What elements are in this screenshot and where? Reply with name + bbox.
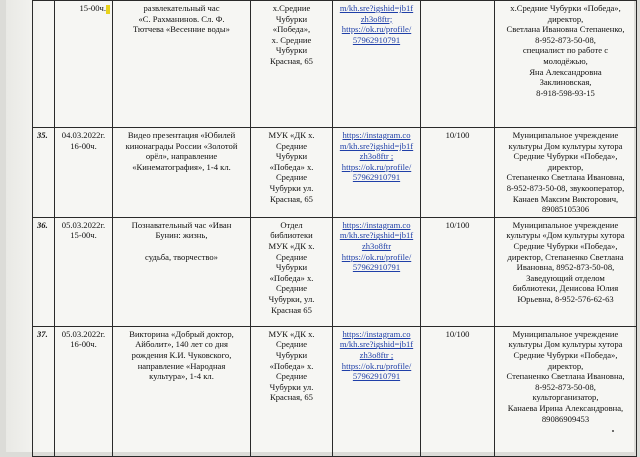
contact-line: культорганизатор, [532,392,599,403]
contact-line: Степаненко Светлана Ивановна, [506,172,625,183]
coverage-value: 10/100 [445,328,470,339]
event-place-cell [251,128,333,218]
place-line: библиотеки [270,230,313,241]
contact-line: Степаненко Светлана Ивановна, [506,371,625,382]
row-number: 36. [37,219,48,230]
responsible-contact-cell [495,326,637,456]
event-place-cell [251,326,333,456]
event-date: 04.03.2022г. [61,130,106,140]
speck [612,430,614,432]
place-line: Красная, 65 [270,193,313,204]
table-row [33,1,637,128]
place-line: МУК «ДК х. [268,130,315,140]
place-line: Красная 65 [271,304,312,315]
contact-line: директор, [547,13,584,24]
event-links-cell[interactable] [333,326,421,456]
contact-line: специалист по работе с [522,45,609,56]
event-line: Айболит», 140 лет со дня [135,339,228,350]
contact-line: Канаева Ирина Александровна, [507,402,624,413]
contact-line: Муниципальное учреждение [512,130,619,140]
event-line: направление «Народная [137,360,226,371]
links-line[interactable]: m/kh.sre?igshid=jb1f [339,230,414,241]
event-line: развлекательный час [143,3,220,13]
contact-line: 8-952-873-50-08, [535,34,596,45]
row-number: 37. [37,328,48,339]
place-line: «Победа» х. [269,161,314,172]
place-line: Чубурки [275,349,308,360]
date-time-cell [55,326,113,456]
contact-line: директор, Степаненко Светлана [507,251,624,262]
place-line: Средние [275,339,308,350]
contact-line: Средние Чубурки «Победа», [513,349,618,360]
links-line[interactable]: m/kh.sre?igshid=jb1f [339,3,414,13]
event-line: кинонаграды России «Золотой [125,140,238,151]
links-line[interactable]: https://instagram.co [342,130,411,140]
coverage-cell [421,217,495,326]
links-line[interactable]: 57962910791 [352,172,401,183]
place-line: «Победа» х. [269,360,314,371]
contact-line: х.Средние Чубурки «Победа», [510,3,621,13]
row-number: 35. [37,130,48,140]
event-line: Бунин: жизнь, [155,230,208,241]
contact-line: молодёжью, [543,55,588,66]
contact-line: директор, [547,161,584,172]
row-number-cell [33,326,55,456]
event-place-cell [251,217,333,326]
table-row [33,326,637,456]
contact-line: культуры Дом культуры хутора [508,140,623,151]
place-line: Средние [275,172,308,183]
event-place-cell [251,1,333,128]
place-line: Средние [275,140,308,151]
place-line: Отдел [280,219,303,230]
event-line: Викторина «Добрый доктор, [129,328,234,339]
table-row [33,128,637,218]
coverage-value: 10/100 [445,219,470,230]
coverage-cell [421,326,495,456]
row-number-cell [33,1,55,128]
coverage-value: 10/100 [445,130,470,140]
links-line[interactable]: 57962910791 [352,371,401,382]
event-time: 15-00ч. [70,230,97,241]
contact-line: Ивановна, 8952-873-50-08, [516,262,615,273]
event-time: 16-00ч. [70,140,97,151]
event-line: культура», 1-4 кл. [149,371,214,382]
links-line[interactable]: zh3o8ftr ; [359,151,394,162]
responsible-contact-cell [495,217,637,326]
contact-line: Муниципальное учреждение [512,219,619,230]
contact-line: 8-952-873-50-08, [535,381,596,392]
event-links-cell[interactable] [333,128,421,218]
event-date: 05.03.2022г. [61,219,106,230]
event-links-cell[interactable] [333,217,421,326]
place-line: х. Средние [271,34,312,45]
place-line: Красная, 65 [270,55,313,66]
place-line: х.Средние [272,3,311,13]
contact-line: 89086909453 [541,413,590,424]
place-line: Чубурки [275,45,308,56]
contact-line: Светлана Ивановна Степаненко, [506,24,625,35]
place-line: Средние [275,283,308,294]
date-time-cell [55,128,113,218]
contact-line: директор, [547,360,584,371]
event-line: судьба, творчество» [145,251,218,262]
contact-line: Заклиновская, [539,77,592,88]
links-line[interactable]: https://ok.ru/profile/ [341,24,412,35]
place-line: Средние [275,251,308,262]
coverage-cell [421,1,495,128]
event-links-cell[interactable] [333,1,421,128]
contact-line: Яна Александровна [529,66,602,77]
contact-line: Средние Чубурки «Победа», [513,240,618,251]
links-line[interactable]: m/kh.sre?igshid=jb1f [339,339,414,350]
event-time: 16-00ч. [70,339,97,350]
table-row [33,217,637,326]
event-line [115,241,248,252]
row-number-cell [33,128,55,218]
place-line: Средние [275,371,308,382]
links-line[interactable]: https://ok.ru/profile/ [341,161,412,172]
event-name-cell [113,1,251,128]
event-name-cell [113,326,251,456]
row-number-cell [33,217,55,326]
event-line: «С. Рахманинов. Сл. Ф. [138,13,225,24]
contact-line: культуры «Дом культуры хутора [506,230,625,241]
events-table [32,0,637,457]
event-line: Видео презентация «Юбилей [127,130,236,140]
responsible-contact-cell [495,128,637,218]
event-date: 05.03.2022г. [61,328,106,339]
event-line: Познавательный час «Иван [131,219,232,230]
links-line[interactable]: 57962910791 [352,262,401,273]
contact-line: Заведующий отделом [526,272,605,283]
place-line: Красная, 65 [270,392,313,403]
place-line: «Победа», [272,24,311,35]
links-line[interactable]: m/kh.sre?igshid=jb1f [339,140,414,151]
highlight-mark [106,5,110,14]
event-line: орёл», направление [145,151,218,162]
links-line[interactable]: zh3o8ftr ; [359,349,394,360]
contact-line: 8-952-873-50-08, звукооператор, [506,182,625,193]
contact-line: Средние Чубурки «Победа», [513,151,618,162]
links-line[interactable]: https://ok.ru/profile/ [341,360,412,371]
place-line: Чубурки, ул. [268,293,315,304]
links-line[interactable]: zh3o8ftr; [360,13,393,24]
links-line[interactable]: zh3o8ftr [361,240,392,251]
date-time-cell [55,217,113,326]
event-name-cell [113,128,251,218]
contact-line: 8-918-598-93-15 [536,87,595,98]
place-line: МУК «ДК х. [268,240,315,251]
event-name-cell [113,217,251,326]
event-line: Тютчева «Весенние воды» [133,24,230,35]
place-line: МУК «ДК х. [268,328,315,339]
date-time-cell [55,1,113,128]
place-line: Чубурки [275,13,308,24]
place-line: Чубурки [275,262,308,273]
links-line[interactable]: https://instagram.co [342,219,411,230]
contact-line: библиотеки, Денисова Юлия [512,283,619,294]
place-line: Чубурки ул. [269,381,314,392]
coverage-cell [421,128,495,218]
event-time: 15-00ч. [79,3,106,13]
scanned-page [6,0,634,452]
contact-line: Канаев Максим Викторович, [512,193,619,204]
contact-line: культуры Дом культуры хутора [508,339,623,350]
links-line[interactable]: https://ok.ru/profile/ [341,251,412,262]
links-line[interactable]: https://instagram.co [342,328,411,339]
contact-line: Юрьевна, 8-952-576-62-63 [517,293,614,304]
links-line[interactable]: 57962910791 [352,34,401,45]
place-line: «Победа» х. [269,272,314,283]
contact-line: 89085105306 [541,204,590,215]
contact-line: Муниципальное учреждение [512,328,619,339]
event-line: рождения К.И. Чуковского, [131,349,232,360]
place-line: Чубурки ул. [269,182,314,193]
place-line: Чубурки [275,151,308,162]
responsible-contact-cell [495,1,637,128]
event-line: «Кинематография», 1-4 кл. [132,161,231,172]
